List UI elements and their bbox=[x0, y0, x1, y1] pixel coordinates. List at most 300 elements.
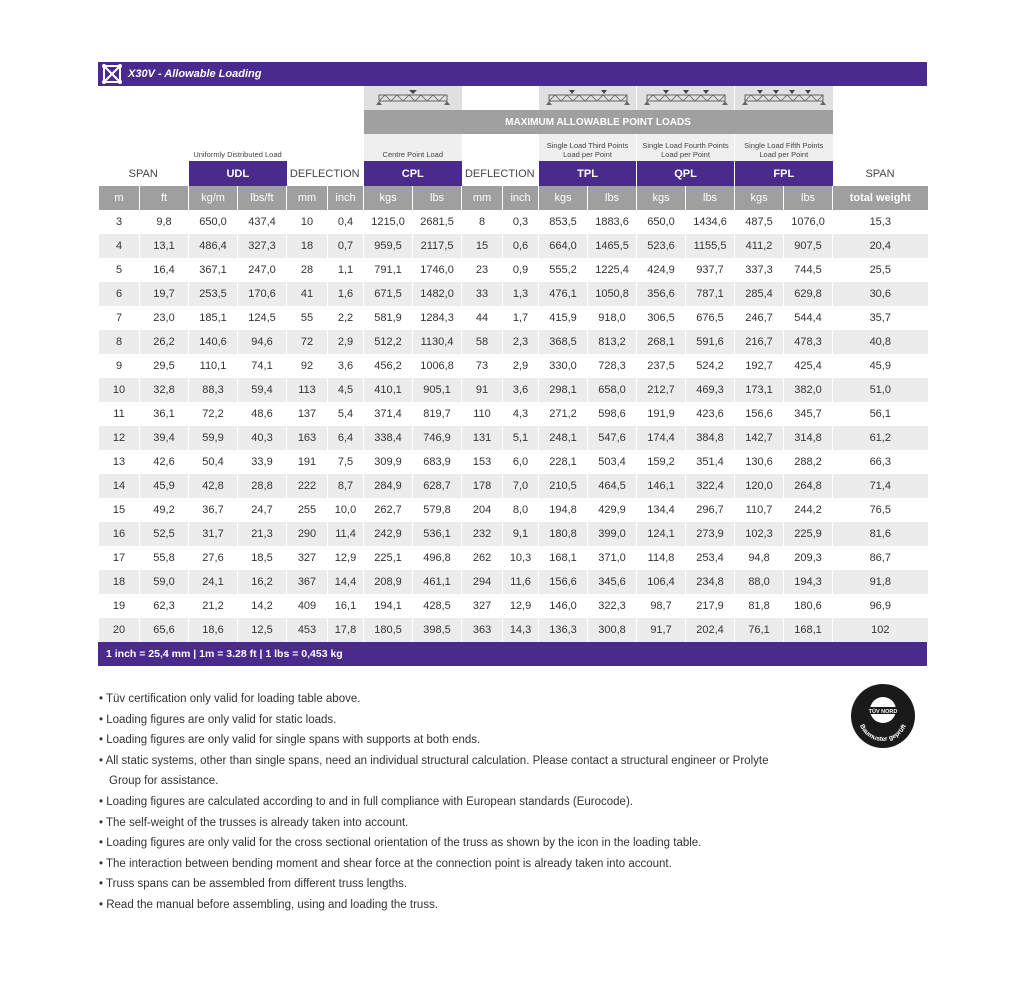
table-cell: 629,8 bbox=[784, 282, 833, 306]
table-cell: 296,7 bbox=[686, 498, 735, 522]
table-cell: 33 bbox=[462, 282, 503, 306]
svg-text:TÜV NORD: TÜV NORD bbox=[868, 709, 898, 715]
table-cell: 728,3 bbox=[588, 354, 637, 378]
table-cell: 1746,0 bbox=[413, 258, 462, 282]
table-cell: 284,9 bbox=[364, 474, 413, 498]
table-cell: 163 bbox=[287, 426, 328, 450]
table-cell: 14,4 bbox=[328, 570, 364, 594]
table-cell: 4 bbox=[99, 234, 140, 258]
table-cell: 536,1 bbox=[413, 522, 462, 546]
table-cell: 52,5 bbox=[140, 522, 189, 546]
udl-header: UDL bbox=[189, 161, 287, 186]
table-cell: 905,1 bbox=[413, 378, 462, 402]
qpl-diagram-icon bbox=[637, 86, 735, 110]
table-cell: 1225,4 bbox=[588, 258, 637, 282]
table-cell: 367 bbox=[287, 570, 328, 594]
table-cell: 650,0 bbox=[189, 210, 238, 234]
table-cell: 791,1 bbox=[364, 258, 413, 282]
table-cell: 12,9 bbox=[328, 546, 364, 570]
table-cell: 591,6 bbox=[686, 330, 735, 354]
table-cell: 194,8 bbox=[539, 498, 588, 522]
table-cell: 628,7 bbox=[413, 474, 462, 498]
table-cell: 173,1 bbox=[735, 378, 784, 402]
svg-text:Baumuster geprüft: Baumuster geprüft bbox=[858, 723, 908, 744]
table-cell: 371,4 bbox=[364, 402, 413, 426]
table-cell: 73 bbox=[462, 354, 503, 378]
table-cell: 512,2 bbox=[364, 330, 413, 354]
table-cell: 232 bbox=[462, 522, 503, 546]
table-cell: 423,6 bbox=[686, 402, 735, 426]
table-row bbox=[99, 378, 928, 402]
units-row bbox=[99, 186, 928, 210]
table-cell: 24,1 bbox=[189, 570, 238, 594]
table-cell: 409 bbox=[287, 594, 328, 618]
table-cell: 1130,4 bbox=[413, 330, 462, 354]
table-cell: 7,0 bbox=[503, 474, 539, 498]
table-cell: 23 bbox=[462, 258, 503, 282]
table-cell: 363 bbox=[462, 618, 503, 642]
table-cell: 242,9 bbox=[364, 522, 413, 546]
table-cell: 8 bbox=[99, 330, 140, 354]
table-cell: 8,0 bbox=[503, 498, 539, 522]
table-cell: 11 bbox=[99, 402, 140, 426]
table-cell: 309,9 bbox=[364, 450, 413, 474]
table-cell: 212,7 bbox=[637, 378, 686, 402]
table-cell: 298,1 bbox=[539, 378, 588, 402]
table-cell: 225,9 bbox=[784, 522, 833, 546]
table-cell: 524,2 bbox=[686, 354, 735, 378]
table-cell: 486,4 bbox=[189, 234, 238, 258]
table-cell: 76,5 bbox=[833, 498, 928, 522]
table-cell: 5 bbox=[99, 258, 140, 282]
table-cell: 4,3 bbox=[503, 402, 539, 426]
unit-header-cell: lbs/ft bbox=[238, 186, 287, 210]
unit-header-cell: kgs bbox=[539, 186, 588, 210]
note-item: • The self-weight of the trusses is already taken into account. bbox=[99, 816, 409, 829]
table-cell: 51,0 bbox=[833, 378, 928, 402]
unit-header-cell: mm bbox=[287, 186, 328, 210]
table-cell: 2681,5 bbox=[413, 210, 462, 234]
table-cell: 6,0 bbox=[503, 450, 539, 474]
cpl-header: CPL bbox=[364, 161, 462, 186]
table-cell: 9 bbox=[99, 354, 140, 378]
table-cell: 140,6 bbox=[189, 330, 238, 354]
table-cell: 8,7 bbox=[328, 474, 364, 498]
table-cell: 110,7 bbox=[735, 498, 784, 522]
table-cell: 55 bbox=[287, 306, 328, 330]
table-cell: 106,4 bbox=[637, 570, 686, 594]
table-cell: 306,5 bbox=[637, 306, 686, 330]
table-cell: 5,1 bbox=[503, 426, 539, 450]
table-row bbox=[99, 210, 928, 234]
table-cell: 86,7 bbox=[833, 546, 928, 570]
title-bar bbox=[98, 62, 927, 86]
note-item: • Loading figures are only valid for the cross sectional orientation of the truss as shown by the icon in the loading table. bbox=[99, 837, 702, 850]
table-cell: 48,6 bbox=[238, 402, 287, 426]
note-item: • Loading figures are calculated according to and in full compliance with European standards (Eurocode). bbox=[99, 795, 633, 808]
table-cell: 1284,3 bbox=[413, 306, 462, 330]
table-cell: 102 bbox=[833, 618, 928, 642]
table-cell: 76,1 bbox=[735, 618, 784, 642]
table-cell: 40,8 bbox=[833, 330, 928, 354]
table-cell: 6,4 bbox=[328, 426, 364, 450]
table-cell: 351,4 bbox=[686, 450, 735, 474]
table-cell: 813,2 bbox=[588, 330, 637, 354]
tuv-nord-certification-badge bbox=[850, 683, 916, 749]
table-cell: 262 bbox=[462, 546, 503, 570]
unit-header-cell: lbs bbox=[588, 186, 637, 210]
table-cell: 1465,5 bbox=[588, 234, 637, 258]
table-cell: 102,3 bbox=[735, 522, 784, 546]
table-cell: 399,0 bbox=[588, 522, 637, 546]
table-cell: 15 bbox=[99, 498, 140, 522]
table-cell: 425,4 bbox=[784, 354, 833, 378]
table-cell: 555,2 bbox=[539, 258, 588, 282]
table-cell: 209,3 bbox=[784, 546, 833, 570]
table-cell: 81,8 bbox=[735, 594, 784, 618]
loading-table bbox=[98, 86, 928, 642]
table-cell: 16,1 bbox=[328, 594, 364, 618]
table-cell: 29,5 bbox=[140, 354, 189, 378]
table-row bbox=[99, 570, 928, 594]
note-item: • Tüv certification only valid for loading table above. bbox=[99, 693, 361, 705]
table-row bbox=[99, 282, 928, 306]
cpl-diagram-icon bbox=[364, 86, 462, 110]
table-row bbox=[99, 522, 928, 546]
table-cell: 2,3 bbox=[503, 330, 539, 354]
table-cell: 62,3 bbox=[140, 594, 189, 618]
table-cell: 14,3 bbox=[503, 618, 539, 642]
table-cell: 415,9 bbox=[539, 306, 588, 330]
table-cell: 92 bbox=[287, 354, 328, 378]
table-cell: 429,9 bbox=[588, 498, 637, 522]
table-cell: 1,7 bbox=[503, 306, 539, 330]
table-cell: 81,6 bbox=[833, 522, 928, 546]
table-cell: 2117,5 bbox=[413, 234, 462, 258]
table-cell: 253,5 bbox=[189, 282, 238, 306]
table-cell: 124,5 bbox=[238, 306, 287, 330]
table-cell: 9,8 bbox=[140, 210, 189, 234]
table-cell: 744,5 bbox=[784, 258, 833, 282]
unit-header-cell: kgs bbox=[735, 186, 784, 210]
table-cell: 338,4 bbox=[364, 426, 413, 450]
table-cell: 120,0 bbox=[735, 474, 784, 498]
table-cell: 14 bbox=[99, 474, 140, 498]
table-row bbox=[99, 618, 928, 642]
table-cell: 20 bbox=[99, 618, 140, 642]
table-cell: 185,1 bbox=[189, 306, 238, 330]
table-cell: 264,8 bbox=[784, 474, 833, 498]
table-row bbox=[99, 330, 928, 354]
table-cell: 24,7 bbox=[238, 498, 287, 522]
table-cell: 327 bbox=[287, 546, 328, 570]
table-cell: 330,0 bbox=[539, 354, 588, 378]
notes-list bbox=[99, 689, 779, 916]
table-cell: 23,0 bbox=[140, 306, 189, 330]
table-cell: 3,6 bbox=[503, 378, 539, 402]
table-cell: 3,6 bbox=[328, 354, 364, 378]
truss-section-icon bbox=[102, 64, 122, 84]
table-cell: 50,4 bbox=[189, 450, 238, 474]
table-cell: 496,8 bbox=[413, 546, 462, 570]
table-cell: 156,6 bbox=[539, 570, 588, 594]
table-cell: 367,1 bbox=[189, 258, 238, 282]
table-cell: 0,7 bbox=[328, 234, 364, 258]
table-cell: 478,3 bbox=[784, 330, 833, 354]
table-cell: 290 bbox=[287, 522, 328, 546]
table-cell: 356,6 bbox=[637, 282, 686, 306]
unit-header-cell: mm bbox=[462, 186, 503, 210]
table-cell: 45,9 bbox=[140, 474, 189, 498]
table-cell: 17,8 bbox=[328, 618, 364, 642]
table-cell: 1883,6 bbox=[588, 210, 637, 234]
table-cell: 61,2 bbox=[833, 426, 928, 450]
table-cell: 271,2 bbox=[539, 402, 588, 426]
table-cell: 210,5 bbox=[539, 474, 588, 498]
table-cell: 10,0 bbox=[328, 498, 364, 522]
tpl-diagram-icon bbox=[539, 86, 637, 110]
unit-header-cell: lbs bbox=[686, 186, 735, 210]
table-cell: 0,9 bbox=[503, 258, 539, 282]
table-cell: 503,4 bbox=[588, 450, 637, 474]
table-cell: 153 bbox=[462, 450, 503, 474]
unit-header-cell: kgs bbox=[637, 186, 686, 210]
table-cell: 146,1 bbox=[637, 474, 686, 498]
table-cell: 907,5 bbox=[784, 234, 833, 258]
table-cell: 2,9 bbox=[328, 330, 364, 354]
table-cell: 853,5 bbox=[539, 210, 588, 234]
table-cell: 11,4 bbox=[328, 522, 364, 546]
table-cell: 327,3 bbox=[238, 234, 287, 258]
table-cell: 959,5 bbox=[364, 234, 413, 258]
table-cell: 114,8 bbox=[637, 546, 686, 570]
table-cell: 547,6 bbox=[588, 426, 637, 450]
table-cell: 36,7 bbox=[189, 498, 238, 522]
deflection-header: DEFLECTION bbox=[289, 167, 360, 180]
table-cell: 18,6 bbox=[189, 618, 238, 642]
table-cell: 10,3 bbox=[503, 546, 539, 570]
note-item: • The interaction between bending moment and shear force at the connection point is already taken into account. bbox=[99, 857, 672, 870]
table-cell: 398,5 bbox=[413, 618, 462, 642]
unit-header-cell: m bbox=[99, 186, 140, 210]
table-cell: 2,2 bbox=[328, 306, 364, 330]
table-cell: 194,1 bbox=[364, 594, 413, 618]
table-cell: 16,4 bbox=[140, 258, 189, 282]
qpl-description: Single Load Fourth Points Load per Point bbox=[637, 134, 735, 161]
table-cell: 16,2 bbox=[238, 570, 287, 594]
conversion-footer: 1 inch = 25,4 mm | 1m = 3.28 ft | 1 lbs = 0,453 kg bbox=[98, 642, 927, 666]
table-cell: 676,5 bbox=[686, 306, 735, 330]
unit-header-cell: total weight bbox=[833, 186, 928, 210]
table-cell: 1155,5 bbox=[686, 234, 735, 258]
table-cell: 202,4 bbox=[686, 618, 735, 642]
table-cell: 55,8 bbox=[140, 546, 189, 570]
table-cell: 428,5 bbox=[413, 594, 462, 618]
table-cell: 42,8 bbox=[189, 474, 238, 498]
table-cell: 94,6 bbox=[238, 330, 287, 354]
table-cell: 14,2 bbox=[238, 594, 287, 618]
table-cell: 192,7 bbox=[735, 354, 784, 378]
table-cell: 168,1 bbox=[539, 546, 588, 570]
table-row bbox=[99, 546, 928, 570]
table-cell: 18 bbox=[99, 570, 140, 594]
qpl-header: QPL bbox=[637, 161, 735, 186]
table-cell: 113 bbox=[287, 378, 328, 402]
table-cell: 42,6 bbox=[140, 450, 189, 474]
table-cell: 1,6 bbox=[328, 282, 364, 306]
table-cell: 1006,8 bbox=[413, 354, 462, 378]
table-cell: 371,0 bbox=[588, 546, 637, 570]
table-cell: 598,6 bbox=[588, 402, 637, 426]
table-cell: 39,4 bbox=[140, 426, 189, 450]
table-cell: 255 bbox=[287, 498, 328, 522]
table-cell: 1050,8 bbox=[588, 282, 637, 306]
table-cell: 12,5 bbox=[238, 618, 287, 642]
table-cell: 9,1 bbox=[503, 522, 539, 546]
table-cell: 217,9 bbox=[686, 594, 735, 618]
table-cell: 523,6 bbox=[637, 234, 686, 258]
table-cell: 59,0 bbox=[140, 570, 189, 594]
table-cell: 146,0 bbox=[539, 594, 588, 618]
table-cell: 382,0 bbox=[784, 378, 833, 402]
table-cell: 464,5 bbox=[588, 474, 637, 498]
table-cell: 180,6 bbox=[784, 594, 833, 618]
table-cell: 12 bbox=[99, 426, 140, 450]
table-cell: 35,7 bbox=[833, 306, 928, 330]
table-cell: 142,7 bbox=[735, 426, 784, 450]
table-cell: 285,4 bbox=[735, 282, 784, 306]
note-item: • Loading figures are only valid for single spans with supports at both ends. bbox=[99, 734, 481, 747]
tpl-header: TPL bbox=[539, 161, 637, 186]
table-cell: 244,2 bbox=[784, 498, 833, 522]
table-row bbox=[99, 354, 928, 378]
table-cell: 18,5 bbox=[238, 546, 287, 570]
unit-header-cell: kgs bbox=[364, 186, 413, 210]
table-cell: 469,3 bbox=[686, 378, 735, 402]
table-row bbox=[99, 498, 928, 522]
table-cell: 225,1 bbox=[364, 546, 413, 570]
table-cell: 253,4 bbox=[686, 546, 735, 570]
table-cell: 487,5 bbox=[735, 210, 784, 234]
udl-description: Uniformly Distributed Load bbox=[193, 150, 282, 159]
table-cell: 58 bbox=[462, 330, 503, 354]
table-cell: 345,7 bbox=[784, 402, 833, 426]
table-cell: 27,6 bbox=[189, 546, 238, 570]
table-cell: 300,8 bbox=[588, 618, 637, 642]
table-cell: 937,7 bbox=[686, 258, 735, 282]
fpl-description: Single Load Fifth Points Load per Point bbox=[735, 134, 833, 161]
table-cell: 12,9 bbox=[503, 594, 539, 618]
table-cell: 136,3 bbox=[539, 618, 588, 642]
table-row bbox=[99, 594, 928, 618]
span-header: SPAN bbox=[128, 167, 158, 180]
unit-header-cell: lbs bbox=[413, 186, 462, 210]
table-cell: 178 bbox=[462, 474, 503, 498]
table-cell: 56,1 bbox=[833, 402, 928, 426]
table-cell: 0,6 bbox=[503, 234, 539, 258]
table-cell: 170,6 bbox=[238, 282, 287, 306]
table-cell: 1,3 bbox=[503, 282, 539, 306]
table-cell: 13 bbox=[99, 450, 140, 474]
table-cell: 322,3 bbox=[588, 594, 637, 618]
table-cell: 131 bbox=[462, 426, 503, 450]
table-cell: 159,2 bbox=[637, 450, 686, 474]
table-cell: 0,4 bbox=[328, 210, 364, 234]
note-item: • All static systems, other than single spans, need an individual structural calculation. Please contact a structural engineer or Prolyte Group for assistance. bbox=[99, 754, 769, 788]
table-cell: 918,0 bbox=[588, 306, 637, 330]
table-cell: 88,3 bbox=[189, 378, 238, 402]
table-cell: 683,9 bbox=[413, 450, 462, 474]
table-cell: 322,4 bbox=[686, 474, 735, 498]
table-cell: 819,7 bbox=[413, 402, 462, 426]
span-weight-header: SPAN bbox=[865, 167, 895, 180]
table-cell: 49,2 bbox=[140, 498, 189, 522]
table-cell: 31,7 bbox=[189, 522, 238, 546]
table-cell: 174,4 bbox=[637, 426, 686, 450]
table-row bbox=[99, 234, 928, 258]
table-cell: 746,9 bbox=[413, 426, 462, 450]
table-cell: 59,9 bbox=[189, 426, 238, 450]
table-cell: 5,4 bbox=[328, 402, 364, 426]
table-cell: 234,8 bbox=[686, 570, 735, 594]
table-cell: 11,6 bbox=[503, 570, 539, 594]
table-cell: 41 bbox=[287, 282, 328, 306]
table-cell: 25,5 bbox=[833, 258, 928, 282]
table-cell: 1434,6 bbox=[686, 210, 735, 234]
table-cell: 248,1 bbox=[539, 426, 588, 450]
table-cell: 384,8 bbox=[686, 426, 735, 450]
table-cell: 288,2 bbox=[784, 450, 833, 474]
table-row bbox=[99, 402, 928, 426]
unit-header-cell: ft bbox=[140, 186, 189, 210]
table-cell: 45,9 bbox=[833, 354, 928, 378]
cpl-description: Centre Point Load bbox=[364, 134, 462, 161]
table-cell: 671,5 bbox=[364, 282, 413, 306]
table-cell: 28,8 bbox=[238, 474, 287, 498]
table-cell: 6 bbox=[99, 282, 140, 306]
table-title: X30V - Allowable Loading bbox=[128, 68, 262, 80]
table-cell: 424,9 bbox=[637, 258, 686, 282]
table-cell: 411,2 bbox=[735, 234, 784, 258]
table-cell: 21,3 bbox=[238, 522, 287, 546]
table-cell: 180,8 bbox=[539, 522, 588, 546]
table-cell: 437,4 bbox=[238, 210, 287, 234]
table-cell: 787,1 bbox=[686, 282, 735, 306]
table-cell: 658,0 bbox=[588, 378, 637, 402]
table-cell: 130,6 bbox=[735, 450, 784, 474]
table-cell: 36,1 bbox=[140, 402, 189, 426]
table-cell: 268,1 bbox=[637, 330, 686, 354]
table-cell: 98,7 bbox=[637, 594, 686, 618]
unit-header-cell: inch bbox=[328, 186, 364, 210]
table-cell: 134,4 bbox=[637, 498, 686, 522]
table-cell: 88,0 bbox=[735, 570, 784, 594]
table-cell: 0,3 bbox=[503, 210, 539, 234]
table-cell: 168,1 bbox=[784, 618, 833, 642]
table-cell: 137 bbox=[287, 402, 328, 426]
table-cell: 91,7 bbox=[637, 618, 686, 642]
table-cell: 204 bbox=[462, 498, 503, 522]
table-cell: 71,4 bbox=[833, 474, 928, 498]
unit-header-cell: inch bbox=[503, 186, 539, 210]
table-cell: 453 bbox=[287, 618, 328, 642]
table-cell: 21,2 bbox=[189, 594, 238, 618]
table-cell: 273,9 bbox=[686, 522, 735, 546]
table-cell: 314,8 bbox=[784, 426, 833, 450]
table-row bbox=[99, 258, 928, 282]
table-cell: 194,3 bbox=[784, 570, 833, 594]
table-cell: 461,1 bbox=[413, 570, 462, 594]
